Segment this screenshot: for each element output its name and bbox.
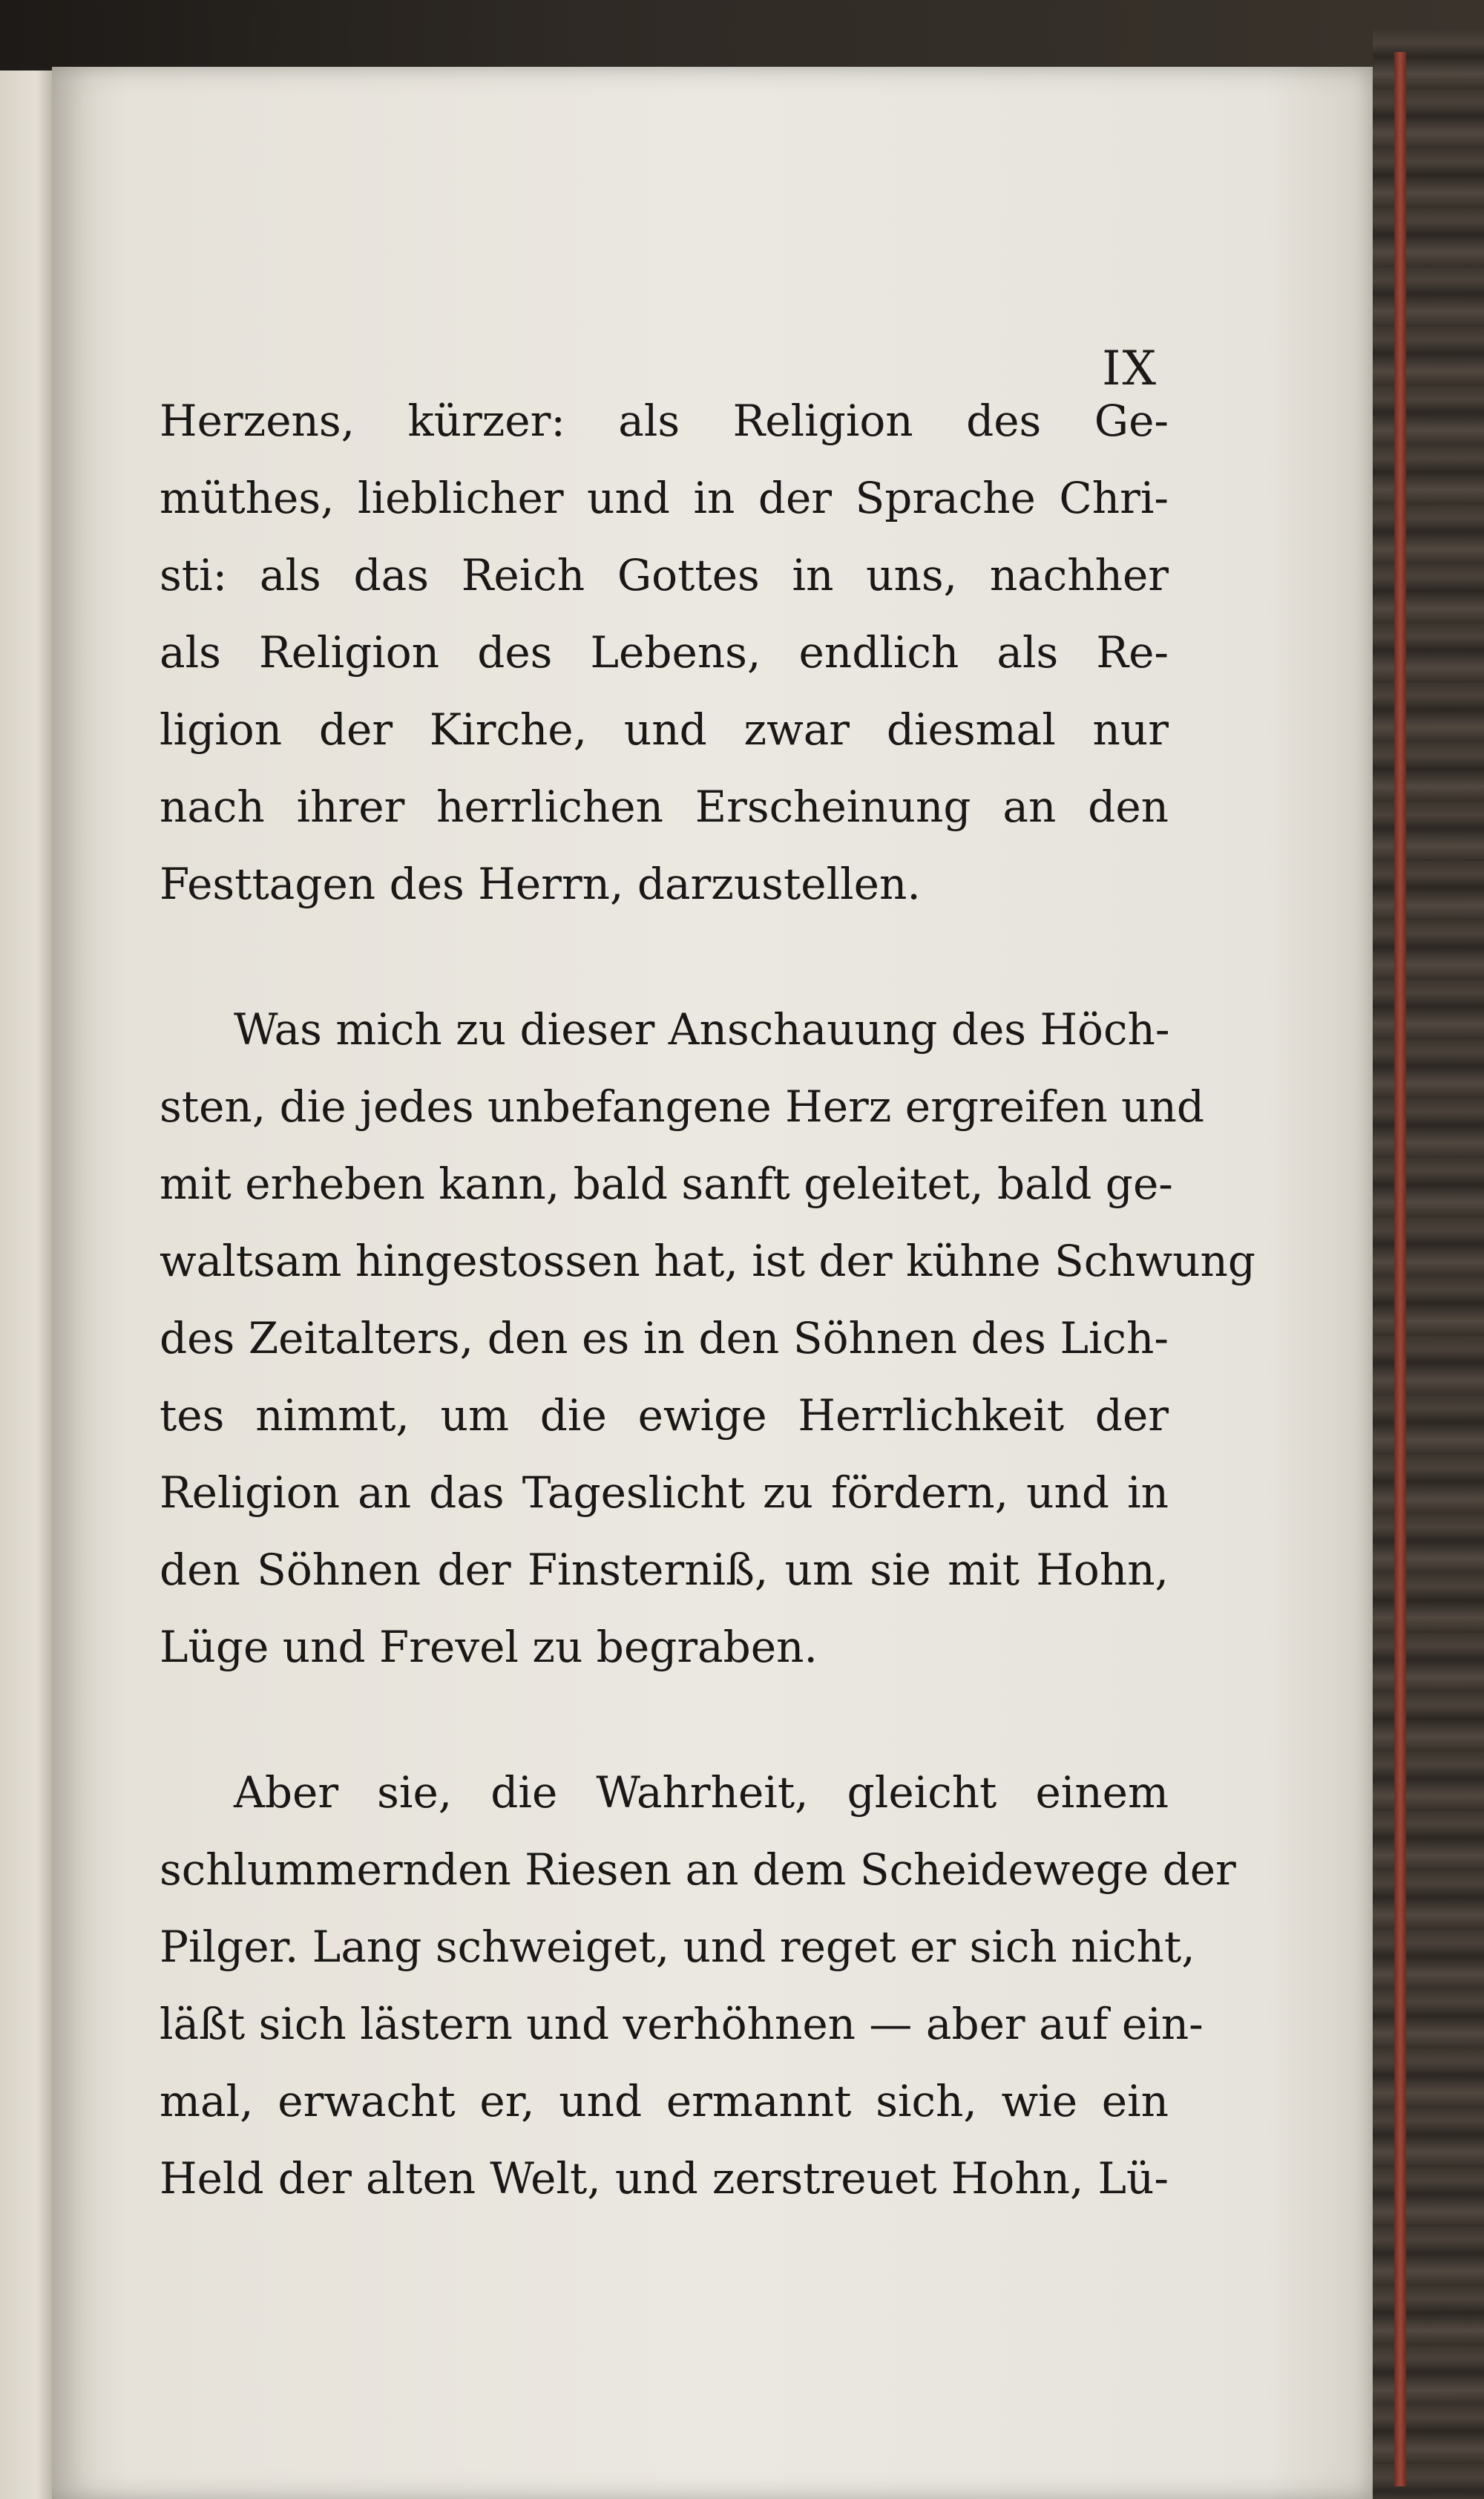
text-line: Festtagen des Herrn, darzustellen. <box>160 859 921 909</box>
text-line: tes nimmt, um die ewige Herrlichkeit der <box>160 1390 1169 1441</box>
text-line: sten, die jedes unbefangene Herz ergreifen und <box>160 1081 1204 1132</box>
paragraph-1 <box>160 382 1169 923</box>
page-text <box>160 382 1256 2285</box>
paragraph-3 <box>160 1754 1236 2217</box>
text-line: nach ihrer herrlichen Erscheinung an den <box>160 782 1169 832</box>
text-line: mit erheben kann, bald sanft geleitet, bald ge- <box>160 1159 1173 1209</box>
page-number: IX <box>1102 341 1158 396</box>
book-cover-edge <box>1373 30 1484 2499</box>
text-line: mal, erwacht er, und ermannt sich, wie ein <box>160 2076 1169 2126</box>
text-line: waltsam hingestossen hat, ist der kühne Schwung <box>160 1236 1256 1286</box>
text-line: Pilger. Lang schweiget, und reget er sich nicht, <box>160 1922 1195 1972</box>
text-line: Lüge und Frevel zu begraben. <box>160 1622 818 1672</box>
text-line: ligion der Kirche, und zwar diesmal nur <box>160 704 1169 755</box>
text-line: Was mich zu dieser Anschauung des Höch- <box>234 1004 1170 1055</box>
text-line: Religion an das Tageslicht zu fördern, und in <box>160 1467 1169 1518</box>
text-line: Aber sie, die Wahrheit, gleicht einem <box>234 1767 1169 1818</box>
book-cover-red-edge <box>1394 52 1406 2486</box>
text-line: Herzens, kürzer: als Religion des Ge- <box>160 396 1169 446</box>
text-line: des Zeitalters, den es in den Söhnen des Lich- <box>160 1313 1169 1363</box>
text-line: den Söhnen der Finsterniß, um sie mit Hohn, <box>160 1545 1169 1595</box>
text-line: müthes, lieblicher und in der Sprache Chri- <box>160 473 1169 523</box>
text-line: läßt sich lästern und verhöhnen — aber auf ein- <box>160 1999 1204 2049</box>
text-line: sti: als das Reich Gottes in uns, nachher <box>160 550 1169 600</box>
text-line: Held der alten Welt, und zerstreuet Hohn, Lü- <box>160 2153 1169 2204</box>
left-page-edge <box>0 71 52 2499</box>
paragraph-2 <box>160 991 1256 1686</box>
text-line: als Religion des Lebens, endlich als Re- <box>160 627 1169 678</box>
text-line: schlummernden Riesen an dem Scheidewege der <box>160 1844 1236 1895</box>
